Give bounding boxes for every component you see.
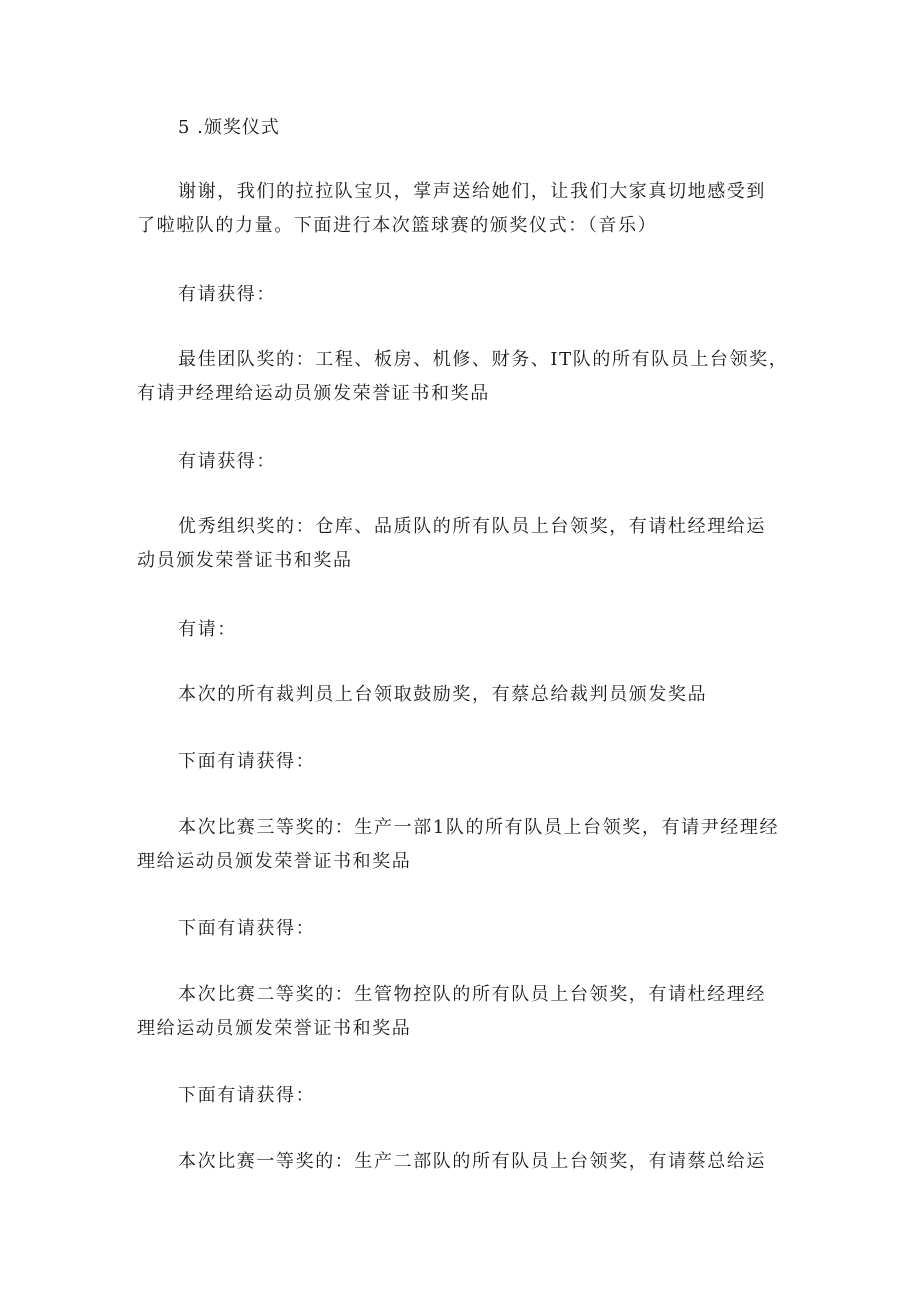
paragraph-referees: 本次的所有裁判员上台领取鼓励奖，有蔡总给裁判员颁发奖品 [178, 684, 708, 705]
paragraph-invite: 下面有请获得： [178, 751, 316, 772]
paragraph-second-prize-line-2: 理给运动员颁发荣誉证书和奖品 [137, 1018, 412, 1039]
section-heading: 5 .颁奖仪式 [178, 117, 280, 138]
paragraph-thanks-line-2: 了啦啦队的力量。下面进行本次篮球赛的颁奖仪式：（音乐） [137, 215, 658, 236]
paragraph-third-prize-line-1: 本次比赛三等奖的：生产一部1队的所有队员上台领奖，有请尹经理经 [178, 817, 780, 838]
paragraph-invite: 下面有请获得： [178, 918, 316, 939]
paragraph-first-prize-line-1: 本次比赛一等奖的：生产二部队的所有队员上台领奖，有请蔡总给运 [178, 1151, 766, 1172]
paragraph-best-team-line-2: 有请尹经理给运动员颁发荣誉证书和奖品 [137, 383, 490, 404]
paragraph-organization-line-2: 动员颁发荣誉证书和奖品 [137, 550, 353, 571]
paragraph-invite: 有请： [178, 619, 237, 640]
paragraph-second-prize-line-1: 本次比赛二等奖的：生管物控队的所有队员上台领奖，有请杜经理经 [178, 984, 766, 1005]
paragraph-invite: 有请获得： [178, 451, 276, 472]
paragraph-organization-line-1: 优秀组织奖的：仓库、品质队的所有队员上台领奖，有请杜经理给运 [178, 516, 766, 537]
paragraph-invite: 有请获得： [178, 284, 276, 305]
paragraph-best-team-line-1: 最佳团队奖的：工程、板房、机修、财务、IT队的所有队员上台领奖， [178, 349, 789, 370]
paragraph-third-prize-line-2: 理给运动员颁发荣誉证书和奖品 [137, 851, 412, 872]
paragraph-thanks-line-1: 谢谢，我们的拉拉队宝贝，掌声送给她们，让我们大家真切地感受到 [178, 181, 766, 202]
paragraph-invite: 下面有请获得： [178, 1085, 316, 1106]
